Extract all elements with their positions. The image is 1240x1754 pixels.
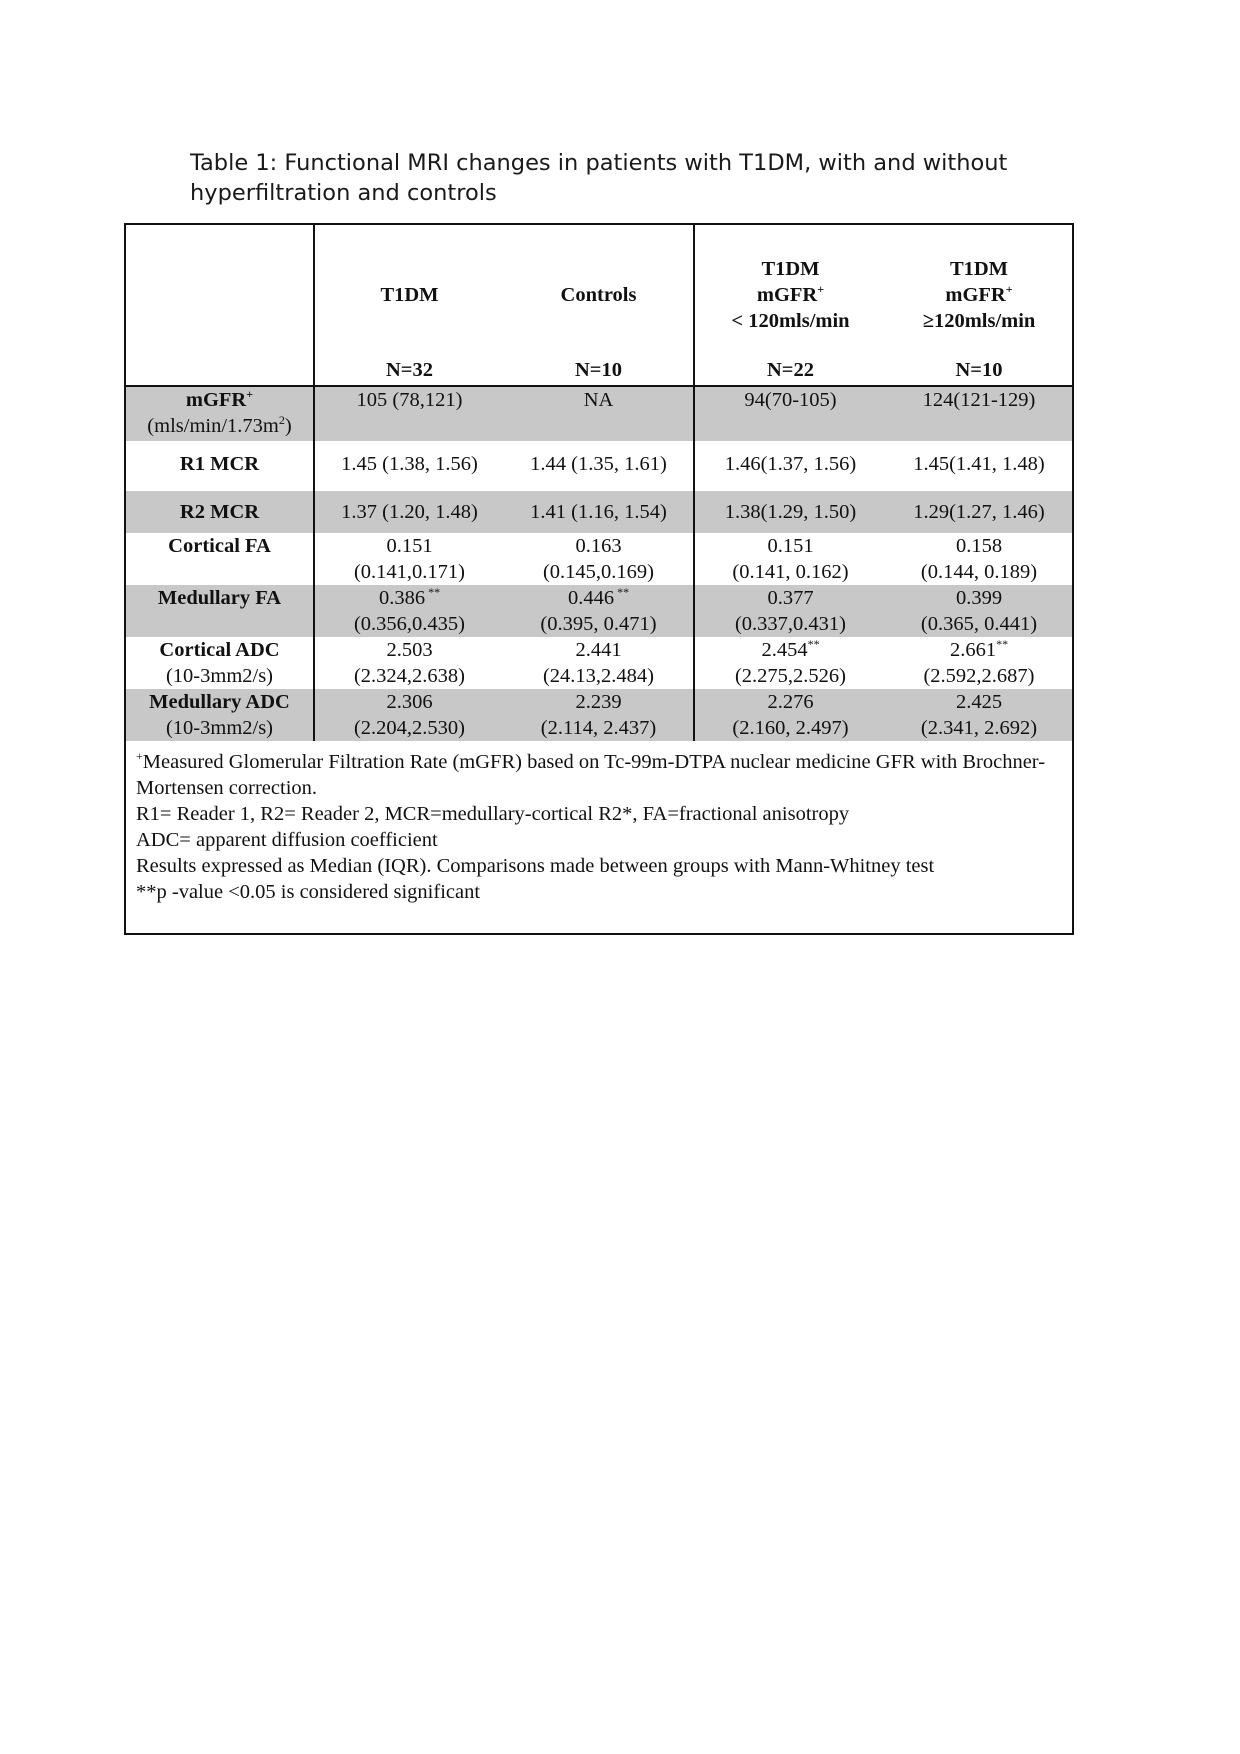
cell-value: 2.239 [575, 691, 622, 713]
cell-value: 94(70-105) [744, 389, 837, 411]
cell-value: 0.399 [955, 587, 1003, 609]
table-cell [886, 585, 1072, 637]
table-cell [314, 533, 504, 585]
table-cell [314, 491, 504, 533]
table-cell [314, 441, 504, 491]
table-cell [886, 689, 1072, 741]
cell-value: 1.45(1.41, 1.48) [913, 453, 1045, 475]
table-cell [504, 689, 694, 741]
table-cell [314, 386, 504, 441]
cell-value: (0.395, 0.471) [540, 613, 657, 635]
cell-value: 0.377 [767, 587, 814, 609]
cell-value: 2.306 [386, 691, 433, 713]
cell-value: (2.592,2.687) [923, 665, 1035, 687]
cell-value: 1.45 (1.38, 1.56) [341, 453, 478, 475]
cell-value: 0.446 ** [567, 585, 630, 609]
header-row [126, 225, 1072, 386]
cell-value: 2.503 [386, 639, 433, 661]
header-corner-cell [126, 225, 314, 386]
column-header-1 [314, 225, 504, 386]
cell-value: NA [583, 389, 614, 411]
table-cell [886, 491, 1072, 533]
cell-value: 0.151 [386, 535, 433, 557]
footnote-line: ADC= apparent diffusion coefficient [136, 829, 438, 851]
row-label-text: Medullary FA [157, 587, 282, 609]
cell-value: (0.141,0.171) [353, 561, 466, 583]
column-header-2 [504, 225, 694, 386]
column-header-label [695, 243, 886, 347]
cell-value: (0.141, 0.162) [732, 561, 849, 583]
table-row [126, 689, 1072, 741]
cell-value: 1.29(1.27, 1.46) [913, 501, 1045, 523]
table-cell [886, 386, 1072, 441]
cell-value: 2.425 [955, 691, 1003, 713]
column-header-line: mGFR+ [756, 282, 825, 306]
footnote-line: Results expressed as Median (IQR). Comparisons made between groups with Mann-Whitney test [136, 855, 935, 877]
cell-value: 1.46(1.37, 1.56) [724, 453, 857, 475]
column-sample-size: N=10 [955, 359, 1003, 381]
cell-value: (0.337,0.431) [734, 613, 847, 635]
row-label [126, 441, 314, 491]
table-row [126, 637, 1072, 689]
row-label [126, 491, 314, 533]
row-label [126, 533, 314, 585]
cell-value: 2.454** [761, 637, 820, 661]
table-cell [314, 585, 504, 637]
table-cell [504, 386, 694, 441]
table-cell [886, 533, 1072, 585]
column-sample-size: N=22 [767, 359, 814, 381]
row-label [126, 637, 314, 689]
cell-value: (2.160, 2.497) [732, 717, 849, 739]
table-cell [314, 689, 504, 741]
column-header-line: ≥120mls/min [922, 310, 1036, 332]
cell-value: 0.151 [767, 535, 814, 557]
table-cell [694, 689, 886, 741]
footnote-line: +Measured Glomerular Filtration Rate (mGFR) based on Tc-99m-DTPA nuclear medicine GFR with Brochner-Mortensen correction. [136, 749, 1046, 799]
table-cell [694, 637, 886, 689]
row-label-unit: $(mls/\min/1.73m^2)$ [147, 413, 292, 437]
cell-value: 2.661** [949, 637, 1009, 661]
row-label-text: Cortical FA [168, 535, 271, 557]
row-label-unit: (10-3mm2/s) [165, 717, 274, 739]
column-header-line: mGFR+ [945, 282, 1013, 306]
cell-value: 1.41 (1.16, 1.54) [530, 501, 667, 523]
table-cell [694, 533, 886, 585]
caption-line-2: hyperfiltration and controls [190, 180, 497, 206]
table-cell [504, 491, 694, 533]
footnote-line: R1= Reader 1, R2= Reader 2, MCR=medullary-cortical R2*, FA=fractional anisotropy [136, 803, 850, 825]
cell-value: (0.356,0.435) [353, 613, 466, 635]
table-cell [504, 585, 694, 637]
table-cell [694, 441, 886, 491]
column-header-label [504, 243, 693, 347]
caption-line-1: Table 1: Functional MRI changes in patients with T1DM, with and without [190, 150, 1008, 176]
table-cell [694, 491, 886, 533]
column-header-4 [886, 225, 1072, 386]
cell-value: (24.13,2.484) [542, 665, 655, 687]
row-label-text: Cortical ADC [159, 639, 280, 661]
column-sample-size: N=32 [386, 359, 433, 381]
cell-value: 2.276 [767, 691, 814, 713]
table-cell [314, 637, 504, 689]
row-label-text: mGFR+ [185, 387, 254, 411]
cell-value: 1.37 (1.20, 1.48) [341, 501, 478, 523]
column-header-line: T1DM [761, 258, 820, 280]
table-notes [136, 749, 1066, 905]
column-header-3 [694, 225, 886, 386]
table-row [126, 386, 1072, 441]
column-header-line: T1DM [949, 258, 1009, 280]
table-cell [694, 386, 886, 441]
table-row [126, 533, 1072, 585]
cell-value: 2.441 [575, 639, 622, 661]
table-cell [504, 637, 694, 689]
row-label-text: R1 MCR [179, 453, 260, 475]
table-cell [504, 533, 694, 585]
cell-value: (2.275,2.526) [734, 665, 847, 687]
column-header-line: Controls [560, 284, 637, 306]
cell-value: 0.386 ** [378, 585, 441, 609]
table-cell [886, 637, 1072, 689]
row-label [126, 386, 314, 441]
results-table [126, 225, 1072, 741]
table-row [126, 441, 1072, 491]
column-header-label [886, 243, 1072, 347]
table-cell [886, 441, 1072, 491]
cell-value: (2.341, 2.692) [920, 717, 1038, 739]
table-caption [190, 148, 1090, 208]
column-header-line: T1DM [380, 284, 439, 306]
cell-value: (2.114, 2.437) [540, 717, 657, 739]
table-cell [694, 585, 886, 637]
row-label-text: R2 MCR [179, 501, 260, 523]
cell-value: (0.145,0.169) [542, 561, 655, 583]
row-label-text: Medullary ADC [149, 691, 290, 713]
cell-value: 105 (78,121) [356, 389, 463, 411]
table-row [126, 585, 1072, 637]
cell-value: 1.44 (1.35, 1.61) [530, 453, 667, 475]
table-cell [504, 441, 694, 491]
column-sample-size: N=10 [575, 359, 622, 381]
cell-value: 1.38(1.29, 1.50) [724, 501, 857, 523]
row-label [126, 585, 314, 637]
cell-value: 0.158 [955, 535, 1003, 557]
table-frame [124, 223, 1074, 935]
cell-value: (2.324,2.638) [353, 665, 466, 687]
row-label-unit: (10-3mm2/s) [165, 665, 274, 687]
row-label [126, 689, 314, 741]
cell-value: 124(121-129) [922, 389, 1036, 411]
cell-value: (2.204,2.530) [353, 717, 466, 739]
footnote-line: **p -value <0.05 is considered significant [136, 881, 481, 903]
cell-value: 0.163 [575, 535, 622, 557]
cell-value: (0.144, 0.189) [920, 561, 1038, 583]
cell-value: (0.365, 0.441) [920, 613, 1038, 635]
column-header-line: < 120mls/min [731, 310, 850, 332]
table-row [126, 491, 1072, 533]
column-header-label [315, 243, 504, 347]
table-body [126, 386, 1072, 741]
